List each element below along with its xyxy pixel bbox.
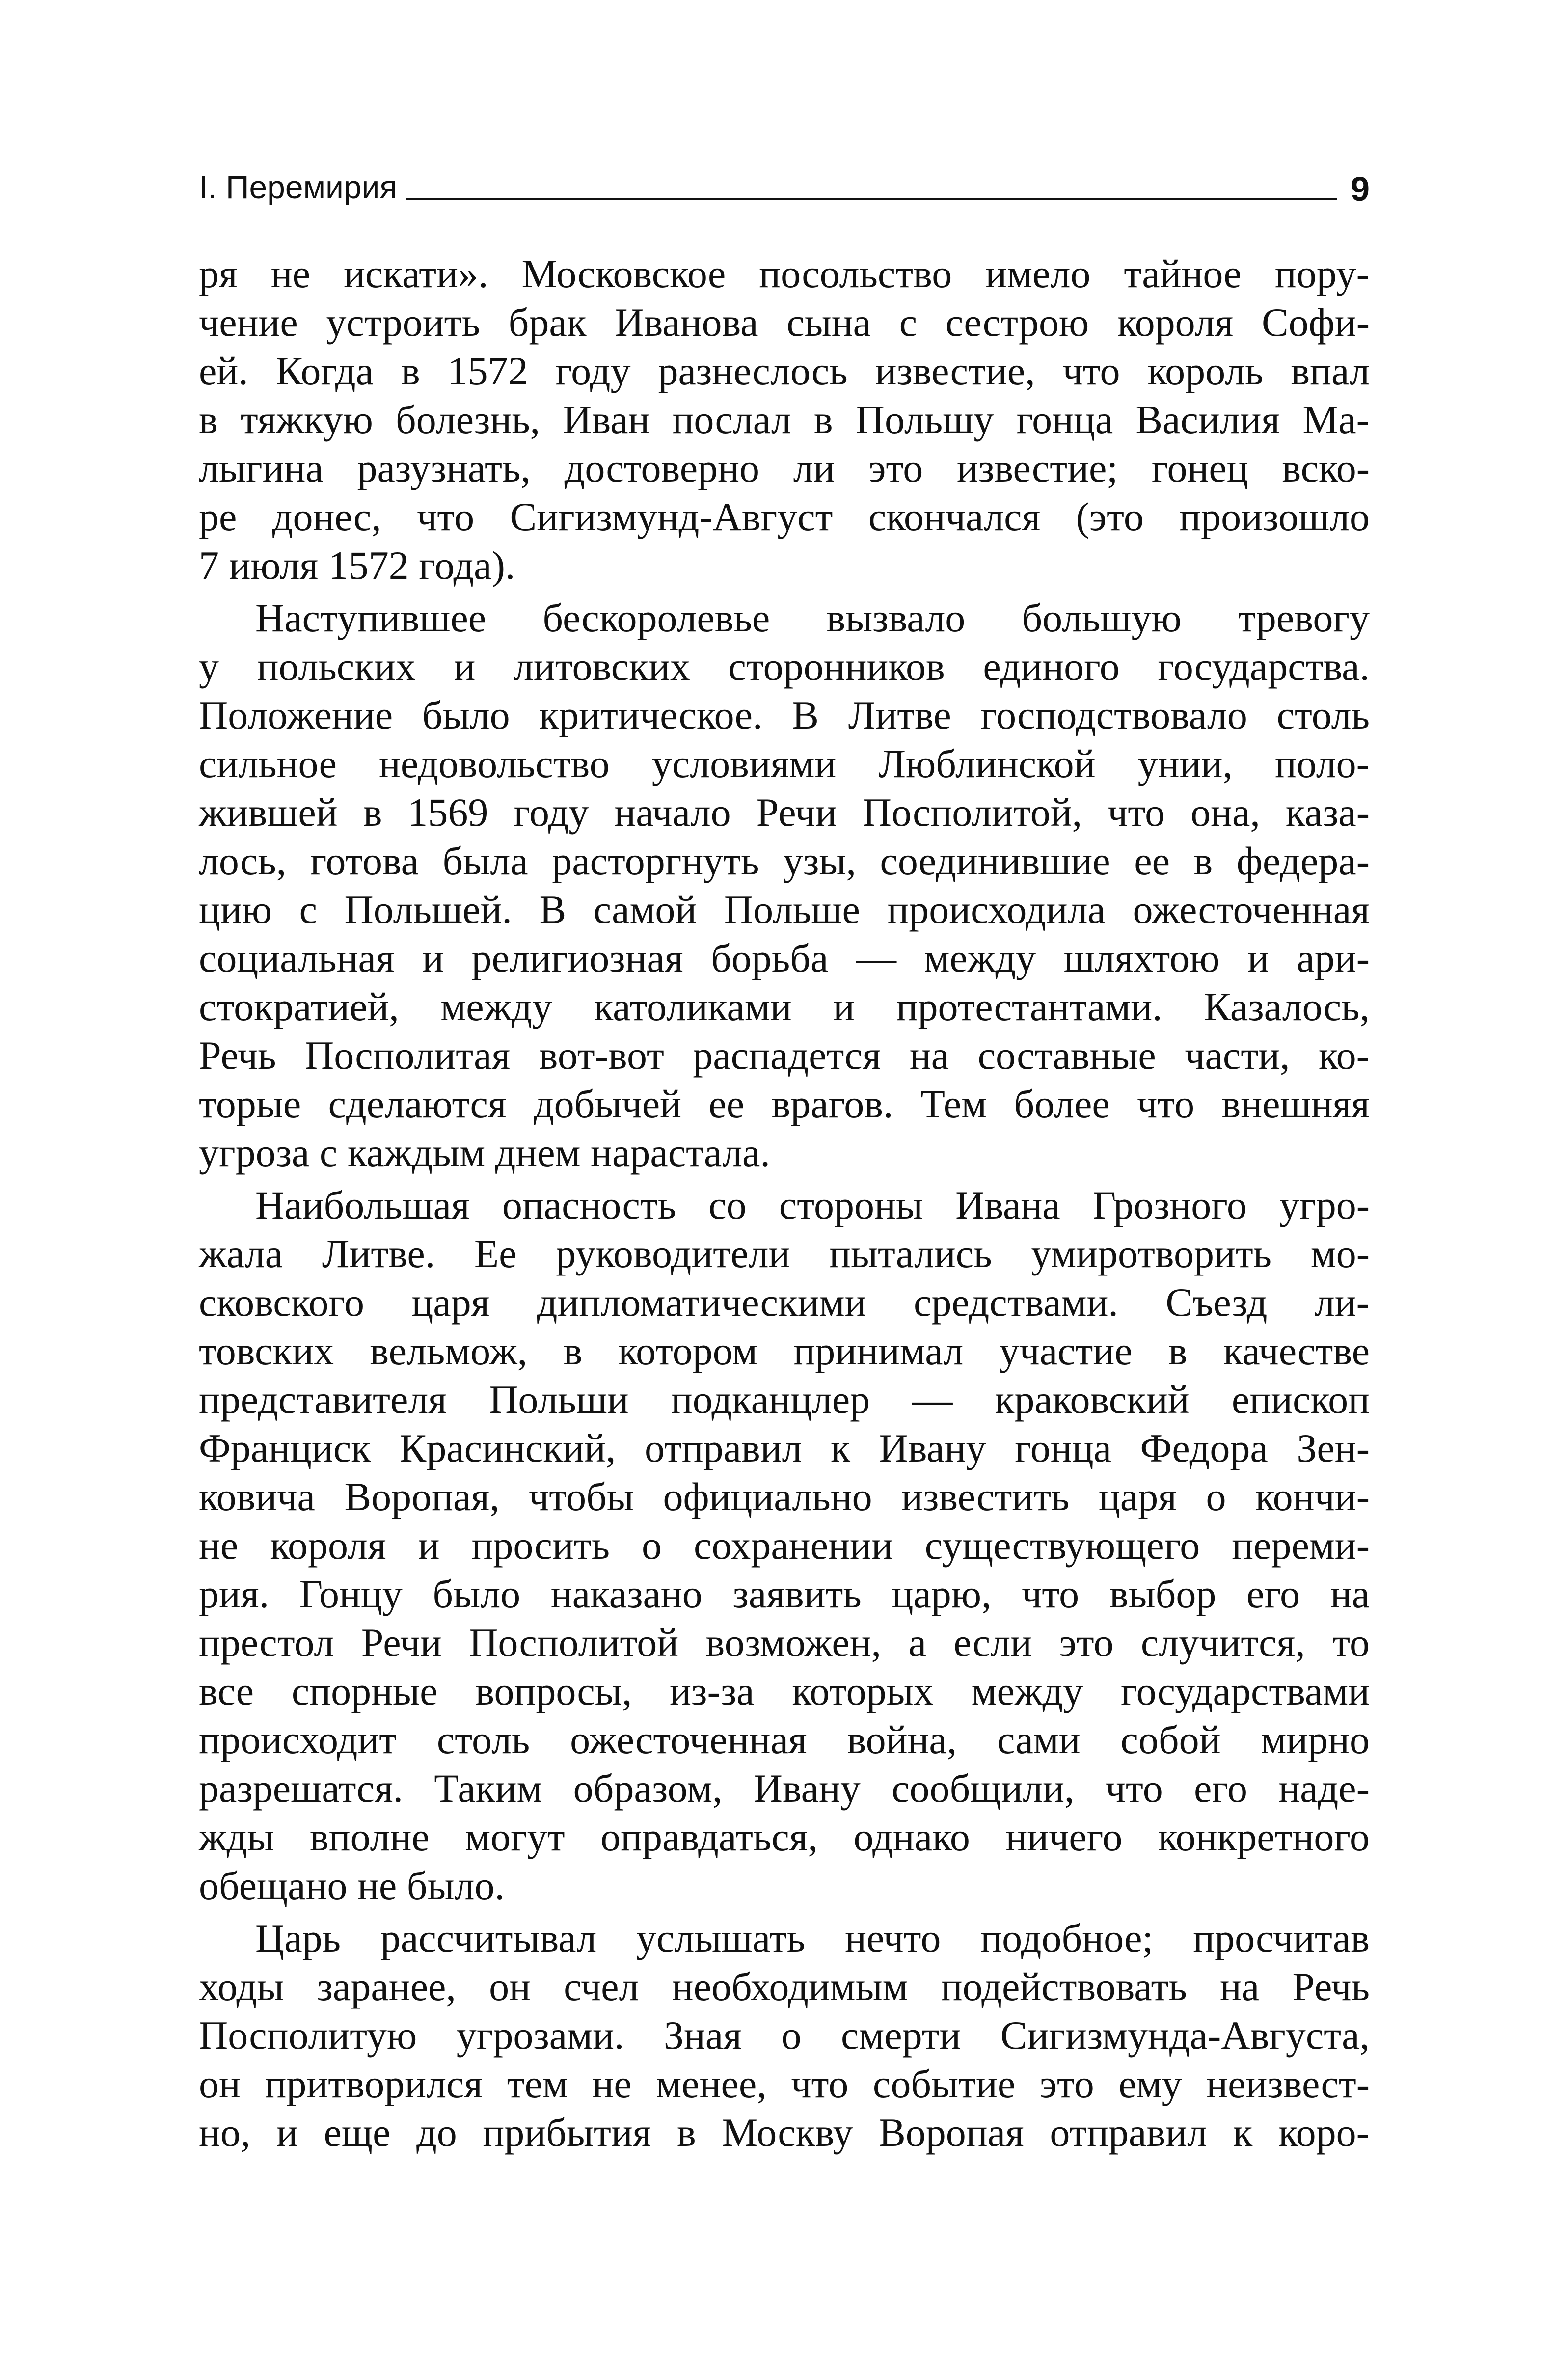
text-line: Франциск Красинский, отправил к Ивану гонца Федора Зен- xyxy=(199,1426,1370,1470)
text-line: происходит столь ожесточенная война, сами собой мирно xyxy=(199,1717,1370,1762)
text-line: ходы заранее, он счел необходимым подействовать на Речь xyxy=(199,1964,1370,2009)
text-line: цию с Польшей. В самой Польше происходила ожесточенная xyxy=(199,887,1370,932)
text-line: все спорные вопросы, из-за которых между государствами xyxy=(199,1669,1370,1713)
header-rule xyxy=(406,198,1337,200)
text-line: ей. Когда в 1572 году разнеслось известие, что король впал xyxy=(199,349,1370,393)
section-title: I. Перемирия xyxy=(199,169,398,205)
body-text xyxy=(199,249,1370,2161)
text-line: чение устроить брак Иванова сына с сестрою короля Софи- xyxy=(199,300,1370,345)
text-line: угроза с каждым днем нарастала. xyxy=(199,1130,770,1175)
text-line: не короля и просить о сохранении существующего переми- xyxy=(199,1523,1370,1568)
text-line: товских вельмож, в котором принимал участие в качестве xyxy=(199,1329,1370,1373)
text-line: представителя Польши подканцлер — краковский епископ xyxy=(199,1377,1370,1422)
text-line: обещано не было. xyxy=(199,1863,505,1908)
text-line: разрешатся. Таким образом, Ивану сообщили, что его наде- xyxy=(199,1766,1370,1811)
text-line: у польских и литовских сторонников единого государства. xyxy=(199,644,1370,689)
paragraph xyxy=(199,1181,1370,1910)
text-line: но, и еще до прибытия в Москву Воропая отправил к коро- xyxy=(199,2110,1370,2155)
text-line: 7 июля 1572 года). xyxy=(199,543,515,588)
text-line: сковского царя дипломатическими средствами. Съезд ли- xyxy=(199,1280,1370,1325)
paragraph xyxy=(199,594,1370,1177)
text-line: лось, готова была расторгнуть узы, соединившие ее в федера- xyxy=(199,839,1370,883)
text-line: стократией, между католиками и протестантами. Казалось, xyxy=(199,984,1370,1029)
text-line: жала Литве. Ее руководители пытались умиротворить мо- xyxy=(199,1231,1370,1276)
text-line: Речь Посполитая вот-вот распадется на составные части, ко- xyxy=(199,1033,1370,1078)
text-line: ре донес, что Сигизмунд-Август скончался (это произошло xyxy=(199,494,1370,539)
text-line: социальная и религиозная борьба — между шляхтою и ари- xyxy=(199,936,1370,980)
paragraph xyxy=(199,249,1370,590)
text-line: в тяжкую болезнь, Иван послал в Польшу гонца Василия Ма- xyxy=(199,397,1370,442)
text-line: лыгина разузнать, достоверно ли это известие; гонец вско- xyxy=(199,446,1370,490)
text-line: Царь рассчитывал услышать нечто подобное; просчитав xyxy=(255,1916,1370,1960)
text-line: жившей в 1569 году начало Речи Посполитой, что она, каза- xyxy=(199,790,1370,835)
page-number: 9 xyxy=(1351,170,1370,208)
text-line: сильное недовольство условиями Люблинской унии, поло- xyxy=(199,741,1370,786)
text-line: Положение было критическое. В Литве господствовало столь xyxy=(199,693,1370,737)
paragraph xyxy=(199,1914,1370,2157)
text-line: престол Речи Посполитой возможен, а если это случится, то xyxy=(199,1620,1370,1665)
text-line: ковича Воропая, чтобы официально известить царя о кончи- xyxy=(199,1474,1370,1519)
text-line: Наступившее бескоролевье вызвало большую тревогу xyxy=(255,596,1370,640)
text-line: Посполитую угрозами. Зная о смерти Сигизмунда-Августа, xyxy=(199,2013,1370,2058)
text-line: рия. Гонцу было наказано заявить царю, что выбор его на xyxy=(199,1572,1370,1616)
text-line: он притворился тем не менее, что событие это ему неизвест- xyxy=(199,2062,1370,2106)
running-header xyxy=(199,153,1370,207)
text-line: торые сделаются добычей ее врагов. Тем более что внешняя xyxy=(199,1082,1370,1126)
text-line: ря не искати». Московское посольство имело тайное пору- xyxy=(199,251,1370,296)
text-line: Наибольшая опасность со стороны Ивана Грозного угро- xyxy=(255,1183,1370,1227)
text-line: жды вполне могут оправдаться, однако ничего конкретного xyxy=(199,1815,1370,1859)
